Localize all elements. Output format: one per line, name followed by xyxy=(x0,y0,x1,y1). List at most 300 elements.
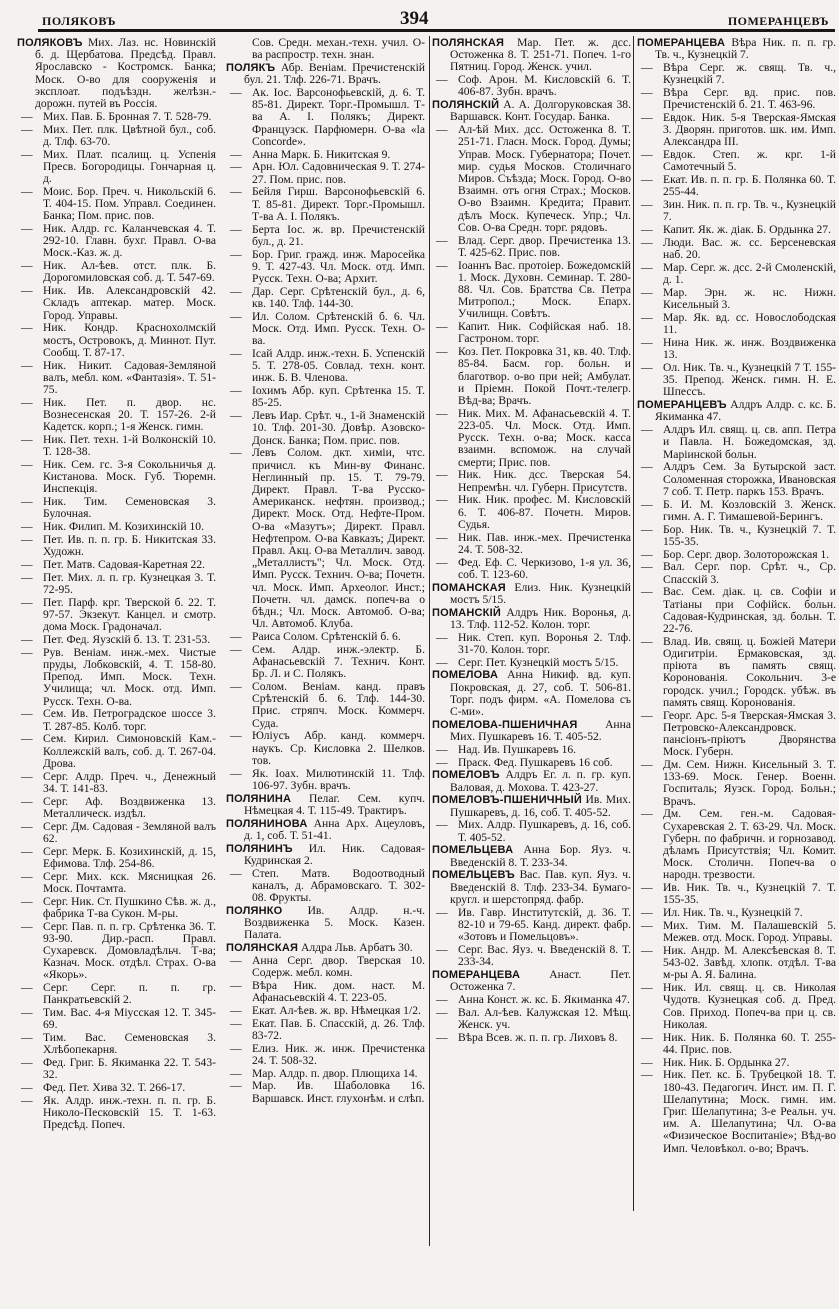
ditto-dash: — xyxy=(641,919,653,933)
directory-entry xyxy=(432,907,631,944)
directory-entry xyxy=(226,644,425,681)
ditto-dash: — xyxy=(436,742,448,756)
ditto-dash: — xyxy=(230,222,242,236)
directory-entry xyxy=(637,1032,836,1056)
ditto-dash: — xyxy=(230,978,242,992)
directory-entry xyxy=(17,1057,216,1081)
ditto-dash: — xyxy=(230,953,242,967)
ditto-dash: — xyxy=(230,1003,242,1017)
directory-entry xyxy=(637,199,836,223)
directory-entry-heading xyxy=(226,942,425,954)
ditto-dash: — xyxy=(21,1056,33,1070)
entry-text: Бейля Гирш. Варсонофьевскій 6. Т. 85-81. Директ. Торг.-Промышл. Т-ва А. I. Полякъ. xyxy=(252,185,425,223)
surname: ПОМЕРАНЦЕВА xyxy=(432,968,521,981)
entry-text: Мих. Тим. М. Палашевскій 5. Межев. отд. Моск. Город. Управы. xyxy=(663,919,836,945)
entry-text: Анна Мих. Пушкаревъ 16. Т. 405-52. xyxy=(450,717,631,744)
directory-entry xyxy=(226,768,425,792)
ditto-dash: — xyxy=(230,866,242,880)
ditto-dash: — xyxy=(641,286,653,299)
directory-entry xyxy=(637,882,836,906)
ditto-dash: — xyxy=(21,433,33,447)
directory-entry xyxy=(17,285,216,322)
entry-text: Ник. Никит. Садовая-Земляной валъ, мебл. ком. «Фантазія». Т. 51-75. xyxy=(43,358,216,397)
surname: ПОМЕЛЬЦЕВЪ xyxy=(432,869,515,882)
entry-text: Ник. Ив. Александровскій 42. Складъ аптекар. матер. Моск. Город. Управы. xyxy=(43,284,216,322)
directory-entry xyxy=(637,362,836,399)
directory-entry xyxy=(226,1080,425,1104)
entry-text: Влад. Ив. свящ. ц. Божіей Матери Одигитріи. Ермаковская, зд. пріюта въ память свящ. Коронованія. Сокольнич. 3-е городск. учил.; Городск. убѣж. въ память свящ. Коронованія. xyxy=(663,634,836,709)
entry-text: Анна Никиф. вд. куп. Покровская, д. 27, соб. Т. 506-81. Торг. подъ фирм. «А. Помелова съ С-ми». xyxy=(450,668,631,719)
entry-text: Ник. Ник. дсс. Тверская 54. Непремѣн. чл. Губерн. Присутств. xyxy=(458,468,631,494)
entry-text: Влад. Серг. двор. Пречистенка 13. Т. 425-62. Прис. пов. xyxy=(458,233,631,259)
surname: ПОМАНСКІЙ xyxy=(432,606,501,619)
ditto-dash: — xyxy=(641,223,653,237)
directory-entry xyxy=(432,74,631,98)
directory-entry xyxy=(226,149,425,161)
directory-entry xyxy=(17,708,216,732)
ditto-dash: — xyxy=(230,309,242,323)
directory-entry-heading xyxy=(432,769,631,793)
directory-entry-heading xyxy=(432,794,631,818)
directory-entry xyxy=(226,730,425,767)
page-number: 394 xyxy=(400,8,429,29)
entry-text: Сов. Средн. механ.-техн. учил. О-ва распростр. техн. знан. xyxy=(252,36,425,62)
directory-entry xyxy=(637,262,836,286)
entry-text: Ал-ѣй Мих. дсс. Остоженка 8. Т. 251-71. Гласн. Моск. Город. Думы; Управ. Моск. Губернатора; Почет. мир. судья Москов. Столичнаго Миров. Съѣзда; Моск. Город. О-во Взаимн. отъ огня Страх.; Москов. О-во Взаимн. Кредита; Правит. дѣлъ Моск. Купеческ. Упр.; Чл. Сов. О-ва Средн. торг. рядовъ. xyxy=(458,123,631,234)
directory-entry xyxy=(17,821,216,845)
ditto-dash: — xyxy=(641,61,653,74)
entry-text: Вал. Ал-ѣев. Калужская 12. Мѣщ. Женск. уч. xyxy=(458,1005,631,1031)
directory-entry xyxy=(226,955,425,979)
ditto-dash: — xyxy=(21,395,33,409)
ditto-dash: — xyxy=(436,555,448,569)
entry-text: Елиз. Ник. Кузнецкій мостъ 5/15. xyxy=(450,580,631,606)
directory-entry xyxy=(17,846,216,870)
ditto-dash: — xyxy=(230,1079,242,1093)
directory-entry xyxy=(17,360,216,397)
entry-text: Ак. Іос. Варсонофьевскій, д. 6. Т. 85-81. Директ. Торг.-Промышл. Т-ва А. I. Полякъ; Директ. Французск. Парфюмерн. О-ва «la Concorde». xyxy=(252,86,425,148)
entry-text: Евдок. Ник. 5-я Тверская-Ямская 3. Дворян. приготов. шк. им. Имп. Александра III. xyxy=(663,111,836,149)
ditto-dash: — xyxy=(641,560,653,574)
ditto-dash: — xyxy=(21,707,33,721)
ditto-dash: — xyxy=(641,585,653,599)
directory-entry xyxy=(226,385,425,409)
entry-text: Георг. Арс. 5-я Тверская-Ямская 3. Петровско-Александровск. пансіонъ-пріютъ Дворянства Моск. Губерн. xyxy=(663,708,836,759)
entry-text: Вѣра Ник. дом. наст. М. Афанасьевскій 4. Т. 223-05. xyxy=(252,978,425,1005)
entry-text: Соф. Арон. М. Кисловскій 6. Т. 406-87. Зубн. врачъ. xyxy=(458,73,631,99)
directory-entry xyxy=(226,186,425,223)
directory-entry xyxy=(637,586,836,635)
ditto-dash: — xyxy=(230,247,242,261)
entry-text: Пет. Мих. л. п. гр. Кузнецкая 3. Т. 72-95. xyxy=(43,570,216,597)
ditto-dash: — xyxy=(230,160,242,174)
entry-text: Анаст. Пет. Остоженка 7. xyxy=(450,967,631,994)
directory-entry xyxy=(637,87,836,111)
ditto-dash: — xyxy=(436,406,448,420)
directory-entry xyxy=(17,597,216,634)
ditto-dash: — xyxy=(641,981,653,995)
header-rule xyxy=(38,29,835,32)
entry-text: Дар. Серг. Срѣтенскій бул., д. 6, кв. 140. Тлф. 144-30. xyxy=(252,284,425,311)
ditto-dash: — xyxy=(21,122,33,136)
entry-text: Ник. Ник. Б. Ордынка 27. xyxy=(663,1055,790,1069)
ditto-dash: — xyxy=(21,570,33,584)
ditto-dash: — xyxy=(230,409,242,423)
ditto-dash: — xyxy=(436,345,448,359)
ditto-dash: — xyxy=(21,284,33,298)
entry-text: Анна Бор. Яуз. ч. Введенскій 8. Т. 233-34. xyxy=(450,843,631,869)
ditto-dash: — xyxy=(436,468,448,482)
entry-text: Серг. Серг. п. п. гр. Панкратьевскій 2. xyxy=(43,981,216,1007)
entry-text: Над. Ив. Пушкаревъ 16. xyxy=(458,742,577,756)
ditto-dash: — xyxy=(436,942,448,956)
surname: ПОМЕЛОВА xyxy=(432,669,499,682)
surname: ПОМАНСКАЯ xyxy=(432,581,506,594)
entry-text: Пелаг. Сем. купч. Нѣмецкая 4. Т. 115-49. Трактиръ. xyxy=(244,791,426,817)
directory-entry xyxy=(17,397,216,434)
directory-entry xyxy=(432,994,631,1006)
ditto-dash: — xyxy=(21,147,33,161)
entry-text: Ил. Солом. Срѣтенскій б. 6. Чл. Моск. Отд. Имп. Русск. Техн. О-ва. xyxy=(252,309,425,348)
entry-text: Ник. Андр. М. Алексѣевская 8. Т. 543-02. Завѣд. хлопк. отдѣл. Т-ва м-ры А. Я. Балина. xyxy=(663,944,836,982)
entry-text: Мар. Пет. ж. дсс. Остоженка 8. Т. 251-71. Попеч. 1-го Пятниц. Город. Женск. учил. xyxy=(450,36,631,74)
entry-text: Анна Марк. Б. Никитская 9. xyxy=(252,147,391,161)
directory-entry xyxy=(637,149,836,173)
entry-text: Ник. Ник. Б. Полянка 60. Т. 255-44. Прис. пов. xyxy=(663,1030,836,1056)
directory-entry xyxy=(637,112,836,149)
entry-text: Капит. Ник. Софійская наб. 18. Гастроном. торг. xyxy=(458,320,631,346)
ditto-dash: — xyxy=(21,520,33,534)
directory-entry-heading xyxy=(17,37,216,110)
directory-entry xyxy=(637,945,836,982)
ditto-dash: — xyxy=(21,633,33,647)
ditto-dash: — xyxy=(21,495,33,509)
directory-entry-heading xyxy=(432,844,631,868)
entry-text: Коз. Пет. Покровка 31, кв. 40. Тлф. 85-84. Басм. гор. больн. и благотвор. о-во при ней; Амбулат. и Пріемн. Покой Почт.-телегр. Вѣд-ва; Врачъ. xyxy=(458,345,631,408)
entry-text: Праск. Фед. Пушкаревъ 16 соб. xyxy=(458,755,613,769)
ditto-dash: — xyxy=(436,630,448,644)
entry-text: Вѣра Ник. п. п. гр. Тв. ч., Кузнецкій 7. xyxy=(655,36,836,62)
entry-text: Степ. Матв. Водоотводный каналъ, д. Абрамовскаго. Т. 302-08. Фрукты. xyxy=(252,866,425,905)
ditto-dash: — xyxy=(641,497,653,511)
ditto-dash: — xyxy=(21,109,33,123)
entry-text: Бор. Серг. двор. Золоторожская 1. xyxy=(663,547,830,561)
entry-text: Мар. Эрн. ж. нс. Нижн. Кисельный 3. xyxy=(663,286,836,312)
entry-text: Арн. Юл. Садовническая 9. Т. 274-27. Пом. прис. пов. xyxy=(252,160,425,186)
directory-entry xyxy=(17,796,216,820)
entry-text: Бор. Григ. гражд. инж. Маросейка 9. Т. 427-43. Чл. Моск. отд. Имп. Русск. Техн. О-ва; Архит. xyxy=(252,247,425,286)
directory-entry xyxy=(17,111,216,123)
directory-entry xyxy=(432,657,631,669)
ditto-dash: — xyxy=(21,1094,33,1108)
ditto-dash: — xyxy=(641,634,653,648)
entry-text: Мих. Плат. псалищ. ц. Успенія Пресв. Богородицы. Гончарная ц. д. xyxy=(43,147,216,186)
entry-text: Ол. Ник. Тв. ч., Кузнецкій 7 Т. 155-35. Препод. Женск. гимн. Н. Е. Шпессъ. xyxy=(663,361,836,399)
directory-entry xyxy=(637,808,836,881)
ditto-dash: — xyxy=(436,818,448,832)
directory-entry xyxy=(17,896,216,920)
directory-entry xyxy=(226,980,425,1004)
directory-entry-heading xyxy=(226,905,425,942)
directory-entry xyxy=(226,348,425,385)
running-head-right: ПОМЕРАНЦЕВЪ xyxy=(727,14,829,28)
entry-text: Фед. Пет. Хива 32. Т. 266-17. xyxy=(43,1081,186,1095)
ditto-dash: — xyxy=(641,361,653,374)
ditto-dash: — xyxy=(436,992,448,1006)
directory-entry xyxy=(226,631,425,643)
directory-entry xyxy=(17,634,216,646)
directory-entry xyxy=(637,982,836,1031)
entry-text: Серг. Мих. кск. Мясницкая 26. Моск. Почтамта. xyxy=(43,869,216,895)
directory-entry-heading xyxy=(432,607,631,631)
directory-entry xyxy=(432,744,631,756)
entry-text: Екат. Пав. Б. Спасскій, д. 26. Тлф. 83-72. xyxy=(252,1016,425,1042)
directory-entry xyxy=(226,286,425,310)
entry-text: Мих. Пав. Б. Бронная 7. Т. 528-79. xyxy=(43,109,212,123)
ditto-dash: — xyxy=(230,86,242,99)
entry-text: Іоаннъ Вас. протоіер. Божедомскій 1. Моск. Духовн. Семинар. Т. 280-88. Чл. Сов. Братства Св. Петра Митропол.; Моск. Епарх. Училищн. Совѣтъ. xyxy=(458,258,631,321)
ditto-dash: — xyxy=(21,844,33,858)
ditto-dash: — xyxy=(436,258,448,272)
directory-entry xyxy=(17,921,216,982)
entry-text: Елиз. Ник. ж. инж. Пречистенка 24. Т. 508-32. xyxy=(252,1041,425,1067)
column-1 xyxy=(17,37,216,1132)
column-4 xyxy=(637,37,836,1155)
entry-text: Серг. Аф. Воздвиженка 13. Металлическ. издѣл. xyxy=(43,794,216,820)
entry-text: Ник. Степ. куп. Воронья 2. Тлф. 31-70. Колон. торг. xyxy=(458,630,631,656)
ditto-dash: — xyxy=(641,522,653,536)
ditto-dash: — xyxy=(21,184,33,198)
directory-entry xyxy=(226,87,425,148)
ditto-dash: — xyxy=(230,680,242,694)
surname: ПОЛЯНСКАЯ xyxy=(432,37,505,49)
ditto-dash: — xyxy=(230,630,242,644)
ditto-dash: — xyxy=(21,794,33,808)
surname: ПОМЕЛЬЦЕВА xyxy=(432,844,514,857)
ditto-dash: — xyxy=(641,460,653,474)
directory-entry xyxy=(432,1007,631,1031)
directory-entry xyxy=(637,710,836,759)
directory-entry xyxy=(432,532,631,556)
surname: ПОЛЯКЪ xyxy=(226,62,276,74)
directory-entry xyxy=(17,733,216,770)
entry-text: Ник. Кондр. Краснохолмскій мостъ, Островокъ, д. Миннот. Пут. Сообщ. Т. 87-17. xyxy=(43,321,216,359)
entry-text: Ник. Пет. техн. 1-й Волконскій 10. Т. 128-38. xyxy=(43,433,216,459)
directory-entry xyxy=(17,186,216,223)
entry-text: Іохимъ Абр. куп. Срѣтенка 15. Т. 85-25. xyxy=(252,384,425,410)
directory-entry xyxy=(17,572,216,596)
running-head-left: ПОЛЯКОВЪ xyxy=(42,14,116,28)
directory-entry xyxy=(637,907,836,919)
directory-entry xyxy=(637,337,836,361)
entry-text: Раиса Солом. Срѣтенскій б. 6. xyxy=(252,630,401,644)
entry-text: Алдръ Ник. Воронья, д. 13. Тлф. 112-52. Колон. торг. xyxy=(450,605,632,631)
ditto-dash: — xyxy=(641,547,653,561)
entry-text: Алдръ Алдр. с. кс. Б. Якиманка 47. xyxy=(655,398,836,424)
ditto-dash: — xyxy=(436,493,448,507)
entry-text: Б. И. М. Козловскій 3. Женск. гимн. А. Г. Тимашевой-Берингъ. xyxy=(663,497,836,523)
entry-text: Анна Арх. Ацеуловъ, д. 1, соб. Т. 51-41. xyxy=(244,816,425,842)
directory-entry-heading xyxy=(432,869,631,906)
ditto-dash: — xyxy=(21,321,33,335)
entry-text: Тим. Вас. 4-я Міусская 12. Т. 345-69. xyxy=(43,1006,216,1032)
directory-entry xyxy=(432,632,631,656)
directory-entry xyxy=(17,322,216,359)
surname: ПОЛЯНИНОВА xyxy=(226,817,308,830)
entry-text: Левъ Солом. дкт. химіи, чтс. причисл. къ Мин-ву Финанс. Неглинный пр. 15. Т. 79-79. Директ. Правл. Т-ва Русско-Американск. нефтян. производ.; Директ. Моск. Отд. Нефте-Пром. О-ва «Мазутъ»; Директ. Правл. Нефтепром. О-ва Кавказъ; Директ. Правл. Акц. О-ва Металлич. завод. „Металлистъ"; Чл. Моск. Отд. Имп. Русск. Технич. О-ва; Почетн. чл. Моск. Имп. Археолог. Инст.; Почетн. чл. дамск. попеч-ва о бѣдн.; Чл. Моск. Автомоб. О-ва; Чл. Автомоб. Клуба. xyxy=(252,446,425,631)
directory-entry-heading xyxy=(226,793,425,817)
entry-text: Ив. Ник. Тв. ч., Кузнецкій 7. Т. 155-35. xyxy=(663,881,836,907)
directory-entry-heading xyxy=(637,37,836,61)
entry-text: Ник. Пет. кс. Б. Трубецкой 18. Т. 180-43. Педагогич. Инст. им. П. Г. Шелапутина; Моск. гимн. им. Григ. Шелапутина; 3-е Реальн. уч. им. А. Шелапутина; Чл. О-ва «Физическое Воспитаніе»; Вѣд-во Имп. Человѣкол. о-во; Врачъ. xyxy=(663,1068,836,1155)
entry-text: Алдръ Ил. свящ. ц. св. апп. Петра и Павла. Н. Божедомская, зд. Маріинской больн. xyxy=(663,423,836,461)
ditto-dash: — xyxy=(641,148,653,162)
surname: ПОМЕЛОВЪ xyxy=(432,769,500,782)
ditto-dash: — xyxy=(21,645,33,659)
surname: ПОМЕЛОВА-ПШЕНИЧНАЯ xyxy=(432,718,578,731)
entry-text: Мар. Ив. Шаболовка 16. Варшавск. Инст. глухонѣм. и слѣп. xyxy=(252,1079,425,1105)
ditto-dash: — xyxy=(641,881,653,895)
ditto-dash: — xyxy=(641,173,653,187)
entry-text: Анна Серг. двор. Тверская 10. Содерж. мебл. комн. xyxy=(252,953,425,980)
directory-entry-heading xyxy=(432,669,631,718)
entry-text: Ник. Алдр. гс. Каланчевская 4. Т. 292-10. Главн. бухг. Правл. О-ва Моск.-Каз. ж. д. xyxy=(43,222,216,260)
ditto-dash: — xyxy=(436,755,448,769)
directory-entry xyxy=(17,771,216,795)
entry-text: Алдръ Ег. л. п. гр. куп. Валовая, д. Мохова. Т. 423-27. xyxy=(450,768,631,794)
column-divider xyxy=(633,36,634,1211)
entry-text: Ник. Сем. гс. 3-я Сокольничья д. Кистанова. Моск. Губ. Тюремн. Инспекція. xyxy=(43,458,216,496)
entry-text: Мар. Як. вд. сс. Новослободская 11. xyxy=(663,311,836,337)
ditto-dash: — xyxy=(641,86,653,99)
directory-entry xyxy=(226,37,425,61)
entry-text: Ил. Ник. Садовая-Кудринская 2. xyxy=(244,841,425,867)
entry-text: Дм. Сем. Нижн. Кисельный 3. Т. 133-69. Моск. Генер. Военн. Госпиталь; Яузск. Город. Больн.; Врачъ. xyxy=(663,758,836,808)
ditto-dash: — xyxy=(230,147,242,161)
ditto-dash: — xyxy=(436,655,448,669)
directory-entry xyxy=(17,534,216,558)
entry-text: Серг. Пет. Кузнецкій мостъ 5/15. xyxy=(458,655,619,669)
directory-entry xyxy=(637,499,836,523)
entry-text: Ник. Ил. свящ. ц. св. Николая Чудотв. Кузнецкая соб. д. Пред. Сов. Приход. Попеч-ва при ц. св. Николая. xyxy=(663,981,836,1031)
directory-entry xyxy=(226,311,425,348)
ditto-dash: — xyxy=(641,944,653,958)
entry-text: Левъ Иар. Срѣт. ч., 1-й Знаменскій 10. Тлф. 201-30. Довѣр. Азовско-Донск. Банка; Пом. прис. пов. xyxy=(252,409,425,447)
directory-entry xyxy=(637,461,836,498)
directory-entry xyxy=(17,982,216,1006)
entry-text: Мар. Серг. ж. дсс. 2-й Смоленскій, д. 1. xyxy=(663,261,836,287)
entry-text: Ив. Алдр. н.-ч. Воздвиженка 5. Моск. Казен. Палата. xyxy=(244,903,425,942)
directory-entry xyxy=(226,1005,425,1017)
entry-text: Рув. Веніам. инж.-мех. Чистые пруды, Лобковскій, 4. Т. 158-80. Препод. Имп. Моск. Техн. Училища; чл. Моск. отд. Имп. Русск. Техн. О-ва. xyxy=(43,645,216,708)
entry-text: Евдок. Степ. ж. крг. 1-й Самотечный 5. xyxy=(663,148,836,174)
ditto-dash: — xyxy=(230,729,242,743)
directory-entry xyxy=(17,223,216,260)
directory-entry-heading xyxy=(226,818,425,842)
directory-entry xyxy=(637,1057,836,1069)
entry-text: Пет. Матв. Садовая-Каретная 22. xyxy=(43,558,206,572)
ditto-dash: — xyxy=(641,1055,653,1069)
ditto-dash: — xyxy=(230,185,242,199)
ditto-dash: — xyxy=(436,905,448,919)
entry-text: Ил. Ник. Тв. ч., Кузнецкій 7. xyxy=(663,906,803,920)
directory-entry xyxy=(226,224,425,248)
surname: ПОМЕЛОВЪ-ПШЕНИЧНЫЙ xyxy=(432,794,582,807)
entry-text: Ник. Пав. инж.-мех. Пречистенка 24. Т. 508-32. xyxy=(458,530,631,556)
entry-text: Серг. Ник. Ст. Пушкино Сѣв. ж. д., фабрика Т-ва Сукон. М-ры. xyxy=(43,894,216,920)
entry-text: Мар. Алдр. п. двор. Плющиха 14. xyxy=(252,1066,418,1080)
directory-entry xyxy=(17,1007,216,1031)
directory-entry xyxy=(637,759,836,808)
directory-entry xyxy=(432,346,631,407)
directory-entry-heading xyxy=(432,969,631,993)
surname: ПОЛЯНИНЪ xyxy=(226,842,293,855)
ditto-dash: — xyxy=(436,530,448,544)
entry-text: Вѣра Всев. ж. п. п. гр. Лиховъ 8. xyxy=(458,1030,618,1044)
ditto-dash: — xyxy=(641,261,653,274)
ditto-dash: — xyxy=(436,1030,448,1044)
entry-text: Мих. Алдр. Пушкаревъ, д. 16, соб. Т. 405-52. xyxy=(458,818,631,844)
ditto-dash: — xyxy=(230,642,242,656)
directory-entry xyxy=(637,237,836,261)
directory-entry-heading xyxy=(432,582,631,606)
directory-entry xyxy=(226,681,425,730)
ditto-dash: — xyxy=(641,311,653,324)
entry-text: Берта Іос. ж. вр. Пречистенскій бул., д. 21. xyxy=(252,222,425,248)
entry-text: Сем. Кирил. Симоновскій Кам.-Коллежскій валъ, соб. д. Т. 267-04. Дрова. xyxy=(43,732,216,770)
surname: ПОЛЯНИНА xyxy=(226,792,292,805)
ditto-dash: — xyxy=(436,123,448,137)
ditto-dash: — xyxy=(21,358,33,372)
surname: ПОЛЯКОВЪ xyxy=(17,37,83,49)
entry-text: Мих. Лаз. нс. Новинскій б. д. Щербатова. Предсѣд. Правл. Ярославско - Костромск. Банка; Моск. О-во для сооруженія и эксплоат. подъѣздн. желѣзн.-дорожн. путей въ Россія. xyxy=(35,36,216,111)
directory-entry xyxy=(226,410,425,447)
ditto-dash: — xyxy=(230,1041,242,1055)
directory-entry xyxy=(17,871,216,895)
directory-entry xyxy=(637,549,836,561)
column-2 xyxy=(226,37,425,1105)
directory-entry xyxy=(432,321,631,345)
ditto-dash: — xyxy=(641,906,653,920)
directory-entry xyxy=(637,287,836,311)
directory-entry xyxy=(17,647,216,708)
ditto-dash: — xyxy=(436,320,448,334)
surname: ПОМЕРАНЦЕВА xyxy=(637,37,726,49)
entry-text: А. А. Долгоруковская 38. Варшавск. Конт. Государ. Банка. xyxy=(450,98,631,124)
entry-text: Мих. Пет. плк. Цвѣтной бул., соб. д. Тлф. 63-70. xyxy=(43,122,216,148)
ditto-dash: — xyxy=(21,732,33,746)
directory-entry xyxy=(432,235,631,259)
entry-text: Серг. Вас. Яуз. ч. Введенскій 8. Т. 233-34. xyxy=(458,942,631,969)
entry-text: Екат. Ив. п. п. гр. Б. Полянка 60. Т. 255-44. xyxy=(663,173,836,199)
entry-text: Ив. Гавр. Институтскій, д. 36. Т. 82-10 и 79-65. Канд. директ. фабр. «Зотовъ и Помельцовъ». xyxy=(458,905,631,944)
ditto-dash: — xyxy=(641,1068,653,1082)
column-3 xyxy=(432,37,631,1044)
entry-text: Ник. Мих. М. Афанасьевскій 4. Т. 223-05. Чл. Моск. Отд. Имп. Русск. Техн. о-ва; Моск. касса взаимн. вспомож. на случай смерти; Прис. пов. xyxy=(458,406,631,469)
ditto-dash: — xyxy=(21,1006,33,1020)
entry-text: Пет. Фед. Яузскій б. 13. Т. 231-53. xyxy=(43,633,211,647)
entry-text: Серг. Дм. Садовая - Земляной валъ 62. xyxy=(43,819,216,845)
directory-entry xyxy=(17,559,216,571)
directory-entry xyxy=(226,1043,425,1067)
directory-entry xyxy=(17,149,216,186)
ditto-dash: — xyxy=(230,446,242,460)
directory-entry xyxy=(17,1095,216,1132)
entry-text: Алдръ Сем. За Бутырской заст. Соломенная сторожка, Ивановская 7 соб. Т. Петр. паркъ 153. Врачъ. xyxy=(663,460,836,498)
directory-entry xyxy=(226,249,425,286)
entry-text: Абр. Веніам. Пречистенскій бул. 21. Тлф. 226-71. Врачъ. xyxy=(244,61,425,87)
directory-entry xyxy=(17,1082,216,1094)
